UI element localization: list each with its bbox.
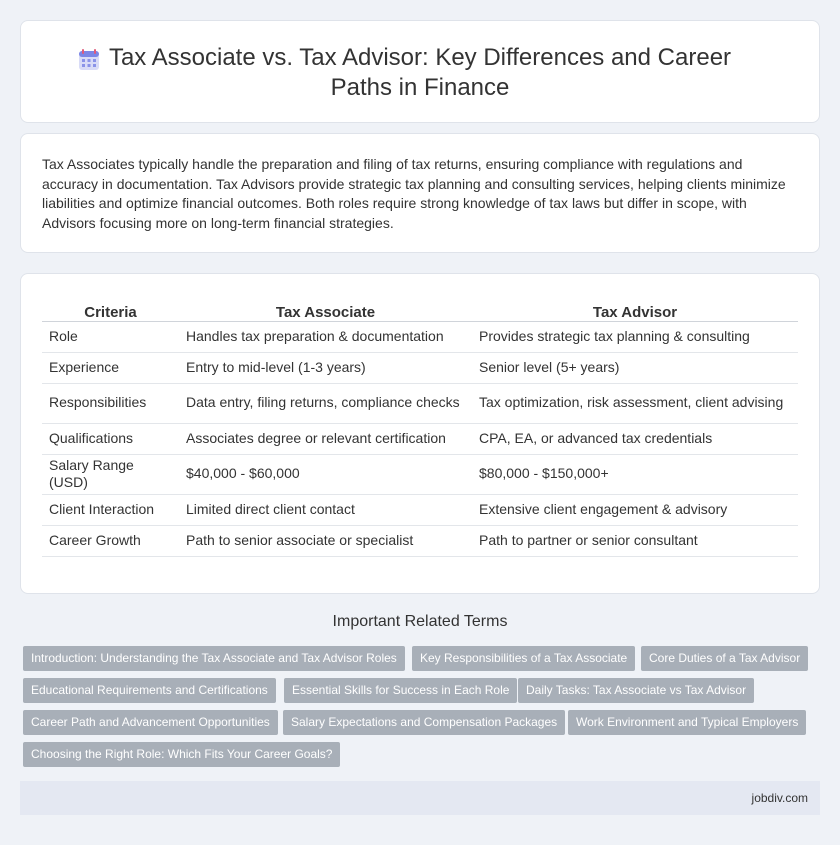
table-cell: Path to partner or senior consultant [472, 525, 798, 556]
table-cell: Career Growth [42, 525, 179, 556]
related-term-tag[interactable]: Essential Skills for Success in Each Role [284, 678, 517, 703]
related-term-tag[interactable]: Career Path and Advancement Opportunities [23, 710, 278, 735]
table-row [42, 454, 798, 494]
table-cell: Responsibilities [42, 383, 179, 423]
table-cell: Experience [42, 352, 179, 383]
table-cell: Handles tax preparation & documentation [179, 321, 472, 352]
table-cell: Role [42, 321, 179, 352]
table-cell: Extensive client engagement & advisory [472, 494, 798, 525]
page-title: Tax Associate vs. Tax Advisor: Key Differences and Career Paths in Finance [108, 44, 732, 101]
comparison-card [20, 273, 820, 594]
table-row [42, 321, 798, 352]
table-cell: Salary Range (USD) [42, 454, 179, 494]
footer [20, 781, 820, 815]
table-cell: Client Interaction [42, 494, 179, 525]
table-cell: Qualifications [42, 423, 179, 454]
table-cell: Limited direct client contact [179, 494, 472, 525]
column-header: Criteria [42, 295, 179, 321]
table-header-row [42, 295, 798, 321]
table-cell: Tax optimization, risk assessment, client advising [472, 383, 798, 423]
table-cell: Senior level (5+ years) [472, 352, 798, 383]
table-row [42, 494, 798, 525]
footer-site-link[interactable]: jobdiv.com [751, 791, 808, 805]
table-cell: Path to senior associate or specialist [179, 525, 472, 556]
related-terms-title: Important Related Terms [332, 613, 508, 630]
related-term-tag[interactable]: Introduction: Understanding the Tax Associate and Tax Advisor Roles [23, 646, 405, 671]
related-term-tag[interactable]: Core Duties of a Tax Advisor [641, 646, 808, 671]
table-row [42, 525, 798, 556]
title-card [20, 20, 820, 123]
table-cell: Associates degree or relevant certification [179, 423, 472, 454]
comparison-table [42, 295, 798, 557]
related-term-tag[interactable]: Key Responsibilities of a Tax Associate [412, 646, 635, 671]
table-cell: $40,000 - $60,000 [179, 454, 472, 494]
intro-card [20, 133, 820, 253]
table-row [42, 383, 798, 423]
table-cell: Entry to mid-level (1-3 years) [179, 352, 472, 383]
related-term-tag[interactable]: Educational Requirements and Certifications [23, 678, 276, 703]
intro-paragraph: Tax Associates typically handle the preparation and filing of tax returns, ensuring compliance with regulations and accuracy in documentation. Tax Advisors provide strategic tax planning and consulting services, helping clients minimize liabilities and optimize financial outcomes. Both roles require strong knowledge of tax laws but differ in scope, with Advisors focusing more on long-term financial strategies. [42, 156, 786, 231]
table-cell: $80,000 - $150,000+ [472, 454, 798, 494]
column-header: Tax Associate [179, 295, 472, 321]
table-cell: Provides strategic tax planning & consulting [472, 321, 798, 352]
table-cell: Data entry, filing returns, compliance checks [179, 383, 472, 423]
table-row [42, 423, 798, 454]
table-cell: CPA, EA, or advanced tax credentials [472, 423, 798, 454]
column-header: Tax Advisor [472, 295, 798, 321]
related-term-tag[interactable]: Choosing the Right Role: Which Fits Your Career Goals? [23, 742, 340, 767]
table-row [42, 352, 798, 383]
related-term-tag[interactable]: Salary Expectations and Compensation Packages [283, 710, 565, 735]
related-term-tag[interactable]: Daily Tasks: Tax Associate vs Tax Advisor [518, 678, 754, 703]
related-term-tag[interactable]: Work Environment and Typical Employers [568, 710, 806, 735]
